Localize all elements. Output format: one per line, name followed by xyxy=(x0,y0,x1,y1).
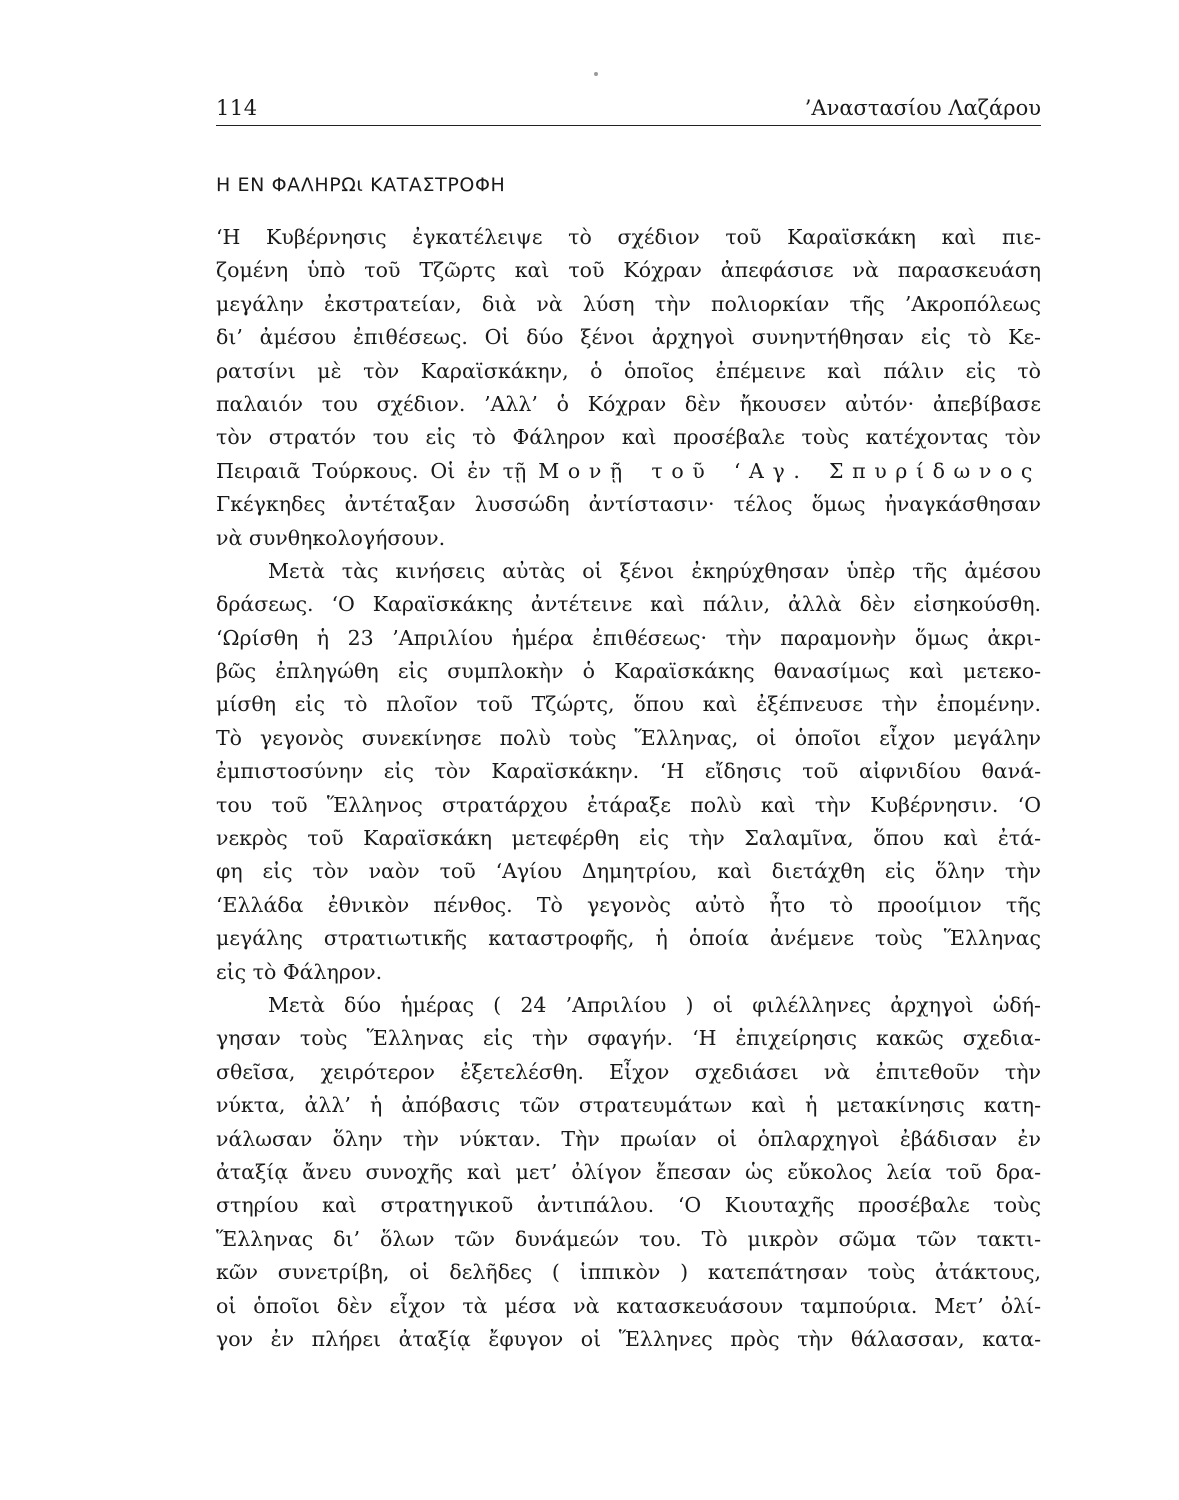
text-line: μίσθη εἰς τὸ πλοῖον τοῦ Τζώρτς, ὅπου καὶ ἐξέπνευσε τὴν ἐπομένην. xyxy=(216,692,1041,717)
text-line: Ἕλληνας δι’ ὅλων τῶν δυνάμεών του. Τὸ μικρὸν σῶμα τῶν τακτι- xyxy=(216,1226,1041,1251)
text-line: Τὸ γεγονὸς συνεκίνησε πολὺ τοὺς Ἕλληνας, οἱ ὁποῖοι εἶχον μεγάλην xyxy=(216,725,1041,750)
text-line: νὰ συνθηκολογήσουν. xyxy=(216,525,446,550)
text-line: σθεῖσα, χειρότερον ἐξετελέσθη. Εἶχον σχεδιάσει νὰ ἐπιτεθοῦν τὴν xyxy=(216,1059,1041,1084)
text-line-spaced xyxy=(216,455,1041,488)
text-line: ἐμπιστοσύνην εἰς τὸν Καραϊσκάκην. ‘Η εἴδησις τοῦ αἰφνιδίου θανά- xyxy=(216,759,1041,784)
header-rule xyxy=(216,125,1041,126)
monastery-name: Μονῇ τοῦ ‘Αγ. Σπυρίδωνος xyxy=(538,458,1041,483)
text-line: γον ἐν πλήρει ἀταξίᾳ ἔφυγον οἱ Ἕλληνες πρὸς τὴν θάλασσαν, κατα- xyxy=(216,1326,1041,1351)
text-line: ρατσίνι μὲ τὸν Καραϊσκάκην, ὁ ὁποῖος ἐπέμεινε καὶ πάλιν εἰς τὸ xyxy=(216,358,1041,383)
text-line: μεγάλην ἐκστρατείαν, διὰ νὰ λύση τὴν πολιορκίαν τῆς ’Ακροπόλεως xyxy=(216,291,1041,316)
body-text xyxy=(216,221,1041,1356)
text-line: ἀταξίᾳ ἄνευ συνοχῆς καὶ μετ’ ὀλίγον ἔπεσαν ὡς εὔκολος λεία τοῦ δρα- xyxy=(216,1159,1041,1184)
running-head: ’Αναστασίου Λαζάρου xyxy=(804,96,1041,120)
text-line: Μετὰ τὰς κινήσεις αὐτὰς οἱ ξένοι ἐκηρύχθησαν ὑπὲρ τῆς ἀμέσου xyxy=(268,558,1041,583)
text-line: ζομένη ὑπὸ τοῦ Τζῶρτς καὶ τοῦ Κόχραν ἀπεφάσισε νὰ παρασκευάση xyxy=(216,258,1041,283)
text-line: μεγάλης στρατιωτικῆς καταστροφῆς, ἡ ὁποία ἀνέμενε τοὺς Ἕλληνας xyxy=(216,926,1041,951)
text-line: παλαιόν του σχέδιον. ’Αλλ’ ὁ Κόχραν δὲν ἤκουσεν αὐτόν· ἀπεβίβασε xyxy=(216,391,1041,416)
text-line: Γκέγκηδες ἀντέταξαν λυσσώδη ἀντίστασιν· τέλος ὅμως ἠναγκάσθησαν xyxy=(216,492,1041,517)
text-line: ‘Ωρίσθη ἡ 23 ’Απριλίου ἡμέρα ἐπιθέσεως· τὴν παραμονὴν ὅμως ἀκρι- xyxy=(216,625,1041,650)
text-line: φη εἰς τὸν ναὸν τοῦ ‘Αγίου Δημητρίου, καὶ διετάχθη εἰς ὅλην τὴν xyxy=(216,859,1041,884)
text-line: στηρίου καὶ στρατηγικοῦ ἀντιπάλου. ‘Ο Κιουταχῆς προσέβαλε τοὺς xyxy=(216,1193,1041,1218)
text-segment: Πειραιᾶ Τούρκους. Οἱ ἐν τῇ xyxy=(216,458,527,483)
text-line: νύκτα, ἀλλ’ ἡ ἀπόβασις τῶν στρατευμάτων καὶ ἡ μετακίνησις κατη- xyxy=(216,1093,1041,1118)
text-line: ‘Ελλάδα ἐθνικὸν πένθος. Τὸ γεγονὸς αὐτὸ ἦτο τὸ προοίμιον τῆς xyxy=(216,892,1041,917)
text-line: κῶν συνετρίβη, οἱ δελῆδες ( ἱππικὸν ) κατεπάτησαν τοὺς ἀτάκτους, xyxy=(216,1260,1041,1285)
text-line: βῶς ἐπληγώθη εἰς συμπλοκὴν ὁ Καραϊσκάκης θανασίμως καὶ μετεκο- xyxy=(216,659,1041,684)
section-title: Η ΕΝ ΦΑΛΗΡΩι ΚΑΤΑΣΤΡΟΦΗ xyxy=(216,174,506,196)
text-line: ‘Η Κυβέρνησις ἐγκατέλειψε τὸ σχέδιον τοῦ Καραϊσκάκη καὶ πιε- xyxy=(216,225,1041,249)
page-number: 114 xyxy=(216,96,258,120)
text-line: εἰς τὸ Φάληρον. xyxy=(216,959,383,984)
text-line: δράσεως. ‘Ο Καραϊσκάκης ἀντέτεινε καὶ πάλιν, ἀλλὰ δὲν εἰσηκούσθη. xyxy=(216,592,1041,617)
text-line: Μετὰ δύο ἡμέρας ( 24 ’Απριλίου ) οἱ φιλέλληνες ἀρχηγοὶ ὡδή- xyxy=(268,992,1041,1017)
text-line: τὸν στρατόν του εἰς τὸ Φάληρον καὶ προσέβαλε τοὺς κατέχοντας τὸν xyxy=(216,425,1041,450)
text-line: δι’ ἀμέσου ἐπιθέσεως. Οἱ δύο ξένοι ἀρχηγοὶ συνηντήθησαν εἰς τὸ Κε- xyxy=(216,325,1041,350)
text-line: οἱ ὁποῖοι δὲν εἶχον τὰ μέσα νὰ κατασκευάσουν ταμπούρια. Μετ’ ὀλί- xyxy=(216,1293,1041,1318)
page-header xyxy=(216,94,1041,126)
text-line: νεκρὸς τοῦ Καραϊσκάκη μετεφέρθη εἰς τὴν Σαλαμῖνα, ὅπου καὶ ἐτά- xyxy=(216,826,1041,851)
text-line: νάλωσαν ὅλην τὴν νύκταν. Τὴν πρωίαν οἱ ὁπλαρχηγοὶ ἐβάδισαν ἐν xyxy=(216,1126,1041,1151)
text-line: γησαν τοὺς Ἕλληνας εἰς τὴν σφαγήν. ‘Η ἐπιχείρησις κακῶς σχεδια- xyxy=(216,1026,1041,1051)
text-line: του τοῦ Ἕλληνος στρατάρχου ἐτάραξε πολὺ καὶ τὴν Κυβέρνησιν. ‘Ο xyxy=(216,792,1041,817)
print-speck xyxy=(594,72,598,76)
